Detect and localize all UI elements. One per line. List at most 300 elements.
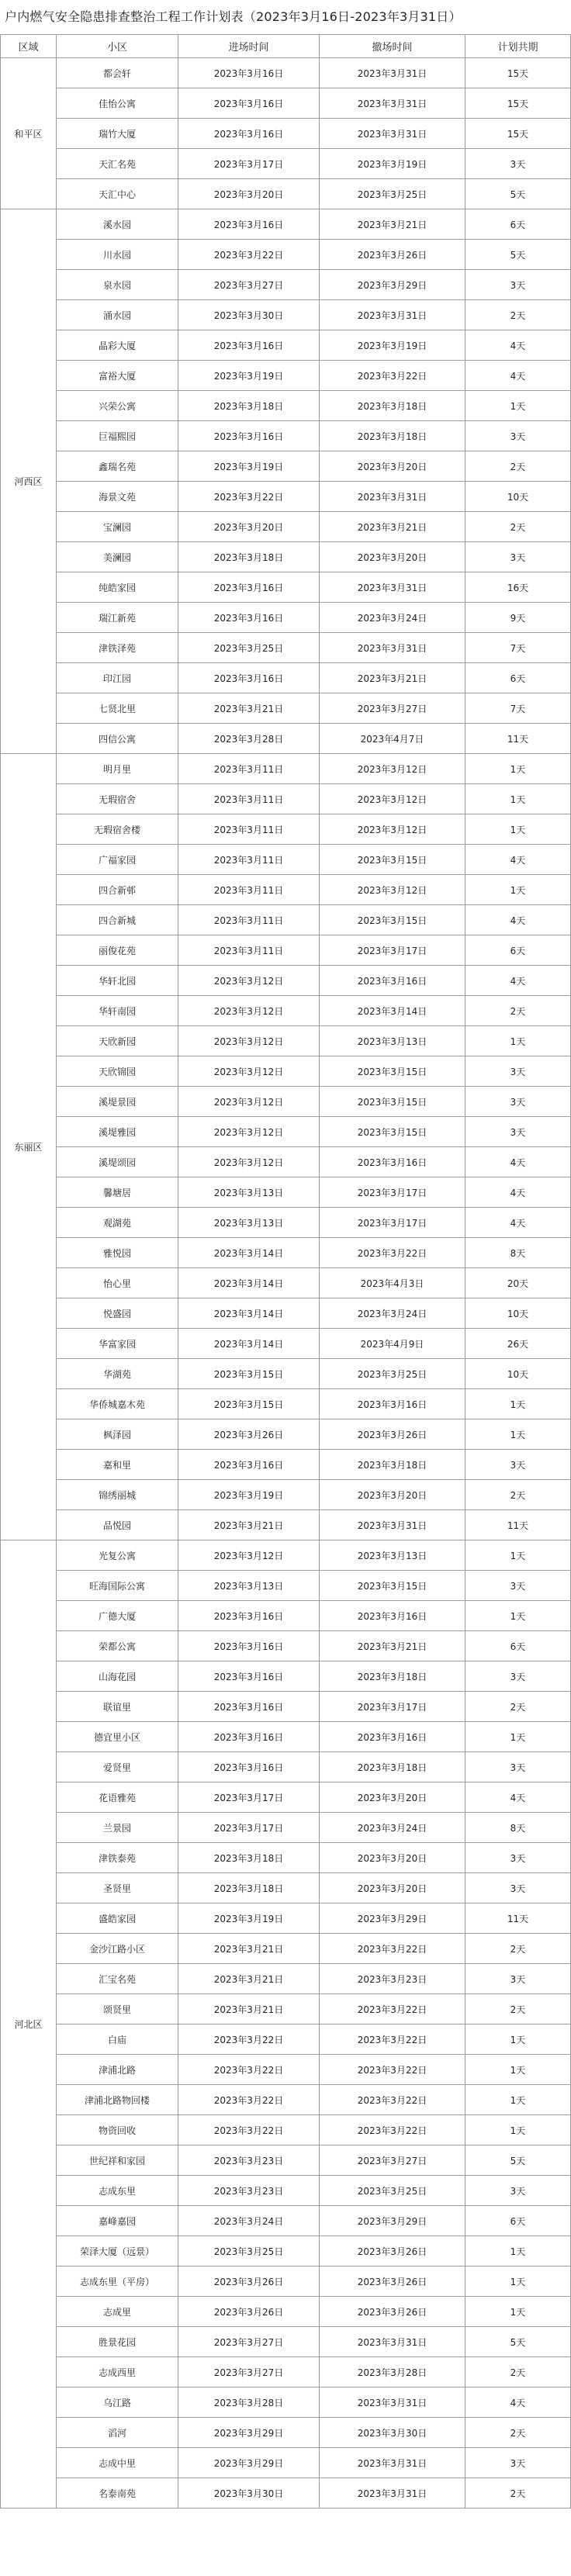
table-row (1, 1298, 571, 1329)
table-row (1, 1692, 571, 1722)
exit-time-cell: 2023年3月20日 (320, 1843, 465, 1873)
exit-time-cell: 2023年3月23日 (320, 1964, 465, 1994)
entry-time-cell: 2023年3月21日 (178, 1510, 320, 1540)
duration-cell: 4天 (465, 361, 571, 391)
entry-time-cell: 2023年3月25日 (178, 633, 320, 663)
community-cell: 花语雅苑 (57, 1782, 178, 1813)
community-cell: 华轩南园 (57, 996, 178, 1026)
entry-time-cell: 2023年3月20日 (178, 179, 320, 209)
exit-time-cell: 2023年3月13日 (320, 1026, 465, 1056)
table-row (1, 2297, 571, 2327)
community-cell: 鑫瑞名苑 (57, 451, 178, 482)
entry-time-cell: 2023年3月16日 (178, 1752, 320, 1782)
table-row (1, 875, 571, 905)
entry-time-cell: 2023年3月21日 (178, 693, 320, 724)
duration-cell: 3天 (465, 270, 571, 300)
exit-time-cell: 2023年3月27日 (320, 2146, 465, 2176)
exit-time-cell: 2023年3月12日 (320, 754, 465, 784)
exit-time-cell: 2023年3月21日 (320, 1631, 465, 1661)
table-row (1, 1117, 571, 1147)
table-row (1, 784, 571, 814)
duration-cell: 7天 (465, 633, 571, 663)
entry-time-cell: 2023年3月11日 (178, 875, 320, 905)
community-cell: 嘉峰嘉园 (57, 2206, 178, 2236)
community-cell: 华富家园 (57, 1329, 178, 1359)
entry-time-cell: 2023年3月18日 (178, 542, 320, 572)
duration-cell: 2天 (465, 1480, 571, 1510)
entry-time-cell: 2023年3月12日 (178, 1026, 320, 1056)
exit-time-cell: 2023年3月12日 (320, 814, 465, 845)
district-cell: 和平区 (1, 58, 57, 209)
table-row (1, 2478, 571, 2509)
entry-time-cell: 2023年3月19日 (178, 1480, 320, 1510)
entry-time-cell: 2023年3月11日 (178, 845, 320, 875)
exit-time-cell: 2023年3月15日 (320, 905, 465, 935)
exit-time-cell: 2023年3月16日 (320, 1722, 465, 1752)
table-row (1, 1329, 571, 1359)
exit-time-cell: 2023年3月16日 (320, 966, 465, 996)
community-cell: 丽俊花苑 (57, 935, 178, 966)
entry-time-cell: 2023年3月11日 (178, 905, 320, 935)
exit-time-cell: 2023年3月22日 (320, 2085, 465, 2115)
community-cell: 荣都公寓 (57, 1631, 178, 1661)
table-row (1, 2448, 571, 2478)
table-row (1, 1571, 571, 1601)
table-body (1, 58, 571, 2509)
exit-time-cell: 2023年3月22日 (320, 2055, 465, 2085)
table-row (1, 1964, 571, 1994)
community-cell: 无瑕宿舍楼 (57, 814, 178, 845)
duration-cell: 6天 (465, 663, 571, 693)
duration-cell: 2天 (465, 451, 571, 482)
table-row (1, 451, 571, 482)
community-cell: 溪堤颂园 (57, 1147, 178, 1177)
community-cell: 津浦北路物回楼 (57, 2085, 178, 2115)
exit-time-cell: 2023年3月24日 (320, 603, 465, 633)
community-cell: 联谊里 (57, 1692, 178, 1722)
duration-cell: 5天 (465, 2327, 571, 2357)
entry-time-cell: 2023年3月17日 (178, 149, 320, 179)
entry-time-cell: 2023年3月21日 (178, 1934, 320, 1964)
community-cell: 佳怡公寓 (57, 88, 178, 119)
table-row (1, 935, 571, 966)
duration-cell: 1天 (465, 1026, 571, 1056)
community-cell: 白庙 (57, 2024, 178, 2055)
table-row (1, 1056, 571, 1087)
duration-cell: 4天 (465, 966, 571, 996)
table-row (1, 814, 571, 845)
exit-time-cell: 2023年3月22日 (320, 1934, 465, 1964)
exit-time-cell: 2023年3月16日 (320, 1389, 465, 1419)
community-cell: 宝澜园 (57, 512, 178, 542)
duration-cell: 8天 (465, 1238, 571, 1268)
entry-time-cell: 2023年3月17日 (178, 1813, 320, 1843)
community-cell: 华轩北园 (57, 966, 178, 996)
community-cell: 天欣新园 (57, 1026, 178, 1056)
exit-time-cell: 2023年3月17日 (320, 1208, 465, 1238)
header-community: 小区 (57, 35, 178, 58)
exit-time-cell: 2023年3月31日 (320, 58, 465, 88)
community-cell: 兰景园 (57, 1813, 178, 1843)
table-row (1, 905, 571, 935)
entry-time-cell: 2023年3月14日 (178, 1329, 320, 1359)
duration-cell: 10天 (465, 1298, 571, 1329)
community-cell: 颂贤里 (57, 1994, 178, 2024)
entry-time-cell: 2023年3月20日 (178, 512, 320, 542)
entry-time-cell: 2023年3月12日 (178, 1117, 320, 1147)
duration-cell: 2天 (465, 1934, 571, 1964)
community-cell: 盛皓家园 (57, 1903, 178, 1934)
exit-time-cell: 2023年3月20日 (320, 1782, 465, 1813)
entry-time-cell: 2023年3月12日 (178, 1087, 320, 1117)
exit-time-cell: 2023年3月19日 (320, 149, 465, 179)
community-cell: 富裕大厦 (57, 361, 178, 391)
community-cell: 川水园 (57, 240, 178, 270)
table-row (1, 330, 571, 361)
table-row (1, 421, 571, 451)
header-exit-time: 撤场时间 (320, 35, 465, 58)
community-cell: 印江园 (57, 663, 178, 693)
duration-cell: 4天 (465, 1177, 571, 1208)
duration-cell: 15天 (465, 58, 571, 88)
entry-time-cell: 2023年3月16日 (178, 1692, 320, 1722)
entry-time-cell: 2023年3月29日 (178, 2448, 320, 2478)
duration-cell: 3天 (465, 1964, 571, 1994)
exit-time-cell: 2023年4月3日 (320, 1268, 465, 1298)
entry-time-cell: 2023年3月16日 (178, 1661, 320, 1692)
table-row (1, 1359, 571, 1389)
entry-time-cell: 2023年3月12日 (178, 966, 320, 996)
entry-time-cell: 2023年3月16日 (178, 1450, 320, 1480)
duration-cell: 1天 (465, 1722, 571, 1752)
duration-cell: 15天 (465, 119, 571, 149)
community-cell: 明月里 (57, 754, 178, 784)
community-cell: 瑞江新苑 (57, 603, 178, 633)
exit-time-cell: 2023年3月31日 (320, 482, 465, 512)
community-cell: 华侨城嘉木苑 (57, 1389, 178, 1419)
duration-cell: 4天 (465, 905, 571, 935)
entry-time-cell: 2023年3月16日 (178, 209, 320, 240)
duration-cell: 10天 (465, 1359, 571, 1389)
table-row (1, 542, 571, 572)
table-row (1, 2327, 571, 2357)
community-cell: 广德大厦 (57, 1601, 178, 1631)
community-cell: 四合新邨 (57, 875, 178, 905)
entry-time-cell: 2023年3月19日 (178, 361, 320, 391)
table-row (1, 512, 571, 542)
community-cell: 纯皓家园 (57, 572, 178, 603)
entry-time-cell: 2023年3月16日 (178, 58, 320, 88)
table-row (1, 1752, 571, 1782)
exit-time-cell: 2023年3月17日 (320, 1692, 465, 1722)
table-row (1, 1782, 571, 1813)
duration-cell: 3天 (465, 1450, 571, 1480)
entry-time-cell: 2023年3月19日 (178, 451, 320, 482)
exit-time-cell: 2023年3月22日 (320, 1994, 465, 2024)
duration-cell: 16天 (465, 572, 571, 603)
community-cell: 胜景花园 (57, 2327, 178, 2357)
exit-time-cell: 2023年3月20日 (320, 451, 465, 482)
exit-time-cell: 2023年3月31日 (320, 2478, 465, 2509)
duration-cell: 3天 (465, 1873, 571, 1903)
exit-time-cell: 2023年3月20日 (320, 1480, 465, 1510)
table-row (1, 2236, 571, 2267)
entry-time-cell: 2023年3月22日 (178, 240, 320, 270)
duration-cell: 2天 (465, 512, 571, 542)
community-cell: 品悦园 (57, 1510, 178, 1540)
duration-cell: 20天 (465, 1268, 571, 1298)
duration-cell: 11天 (465, 1510, 571, 1540)
community-cell: 名泰南苑 (57, 2478, 178, 2509)
community-cell: 溪堤雅园 (57, 1117, 178, 1147)
exit-time-cell: 2023年3月24日 (320, 1813, 465, 1843)
duration-cell: 15天 (465, 88, 571, 119)
exit-time-cell: 2023年3月31日 (320, 88, 465, 119)
entry-time-cell: 2023年3月18日 (178, 1843, 320, 1873)
entry-time-cell: 2023年3月13日 (178, 1177, 320, 1208)
duration-cell: 2天 (465, 2418, 571, 2448)
community-cell: 华湖苑 (57, 1359, 178, 1389)
duration-cell: 2天 (465, 996, 571, 1026)
duration-cell: 6天 (465, 2206, 571, 2236)
community-cell: 津铁泽苑 (57, 633, 178, 663)
table-row (1, 966, 571, 996)
exit-time-cell: 2023年3月31日 (320, 633, 465, 663)
exit-time-cell: 2023年3月14日 (320, 996, 465, 1026)
community-cell: 都会轩 (57, 58, 178, 88)
district-cell: 河北区 (1, 1540, 57, 2509)
duration-cell: 1天 (465, 2236, 571, 2267)
entry-time-cell: 2023年3月22日 (178, 2085, 320, 2115)
duration-cell: 3天 (465, 2176, 571, 2206)
work-plan-table (0, 34, 571, 2509)
entry-time-cell: 2023年3月15日 (178, 1389, 320, 1419)
duration-cell: 2天 (465, 300, 571, 330)
entry-time-cell: 2023年3月18日 (178, 1873, 320, 1903)
exit-time-cell: 2023年3月22日 (320, 1238, 465, 1268)
duration-cell: 6天 (465, 935, 571, 966)
entry-time-cell: 2023年3月26日 (178, 2297, 320, 2327)
table-row (1, 1419, 571, 1450)
duration-cell: 3天 (465, 1661, 571, 1692)
duration-cell: 7天 (465, 693, 571, 724)
community-cell: 物资回收 (57, 2115, 178, 2146)
duration-cell: 5天 (465, 179, 571, 209)
entry-time-cell: 2023年3月28日 (178, 2388, 320, 2418)
table-row (1, 1087, 571, 1117)
community-cell: 溪堤景园 (57, 1087, 178, 1117)
duration-cell: 2天 (465, 2478, 571, 2509)
exit-time-cell: 2023年3月31日 (320, 1510, 465, 1540)
entry-time-cell: 2023年3月11日 (178, 754, 320, 784)
exit-time-cell: 2023年3月20日 (320, 1873, 465, 1903)
table-row (1, 572, 571, 603)
community-cell: 瑞竹大厦 (57, 119, 178, 149)
exit-time-cell: 2023年3月26日 (320, 1419, 465, 1450)
table-row (1, 2055, 571, 2085)
duration-cell: 1天 (465, 2085, 571, 2115)
exit-time-cell: 2023年3月17日 (320, 1177, 465, 1208)
table-row (1, 2267, 571, 2297)
table-row (1, 2085, 571, 2115)
community-cell: 津铁泰苑 (57, 1843, 178, 1873)
duration-cell: 3天 (465, 1752, 571, 1782)
header-district: 区域 (1, 35, 57, 58)
entry-time-cell: 2023年3月16日 (178, 421, 320, 451)
duration-cell: 1天 (465, 754, 571, 784)
exit-time-cell: 2023年3月18日 (320, 421, 465, 451)
entry-time-cell: 2023年3月27日 (178, 270, 320, 300)
exit-time-cell: 2023年3月18日 (320, 1752, 465, 1782)
entry-time-cell: 2023年3月23日 (178, 2146, 320, 2176)
duration-cell: 1天 (465, 2267, 571, 2297)
entry-time-cell: 2023年3月22日 (178, 2115, 320, 2146)
exit-time-cell: 2023年3月28日 (320, 2357, 465, 2388)
community-cell: 世纪祥和家园 (57, 2146, 178, 2176)
exit-time-cell: 2023年4月9日 (320, 1329, 465, 1359)
entry-time-cell: 2023年3月16日 (178, 119, 320, 149)
duration-cell: 3天 (465, 421, 571, 451)
exit-time-cell: 2023年3月15日 (320, 1117, 465, 1147)
exit-time-cell: 2023年3月18日 (320, 1450, 465, 1480)
duration-cell: 6天 (465, 209, 571, 240)
exit-time-cell: 2023年3月29日 (320, 270, 465, 300)
table-row (1, 663, 571, 693)
community-cell: 天欣锦园 (57, 1056, 178, 1087)
entry-time-cell: 2023年3月12日 (178, 1056, 320, 1087)
exit-time-cell: 2023年3月31日 (320, 572, 465, 603)
exit-time-cell: 2023年3月21日 (320, 663, 465, 693)
table-row (1, 482, 571, 512)
entry-time-cell: 2023年3月11日 (178, 935, 320, 966)
duration-cell: 3天 (465, 1117, 571, 1147)
exit-time-cell: 2023年3月20日 (320, 542, 465, 572)
table-row (1, 2176, 571, 2206)
entry-time-cell: 2023年3月12日 (178, 1147, 320, 1177)
community-cell: 志成里 (57, 2297, 178, 2327)
table-row (1, 2388, 571, 2418)
community-cell: 观湖苑 (57, 1208, 178, 1238)
entry-time-cell: 2023年3月16日 (178, 1722, 320, 1752)
duration-cell: 4天 (465, 1147, 571, 1177)
community-cell: 天汇名苑 (57, 149, 178, 179)
duration-cell: 1天 (465, 2024, 571, 2055)
exit-time-cell: 2023年3月22日 (320, 361, 465, 391)
exit-time-cell: 2023年3月26日 (320, 2236, 465, 2267)
table-row (1, 1238, 571, 1268)
entry-time-cell: 2023年3月29日 (178, 2418, 320, 2448)
entry-time-cell: 2023年3月18日 (178, 391, 320, 421)
entry-time-cell: 2023年3月16日 (178, 330, 320, 361)
entry-time-cell: 2023年3月13日 (178, 1208, 320, 1238)
duration-cell: 26天 (465, 1329, 571, 1359)
table-row (1, 270, 571, 300)
community-cell: 滔河 (57, 2418, 178, 2448)
community-cell: 悦盛园 (57, 1298, 178, 1329)
duration-cell: 3天 (465, 2448, 571, 2478)
table-row (1, 1934, 571, 1964)
duration-cell: 1天 (465, 814, 571, 845)
duration-cell: 4天 (465, 845, 571, 875)
community-cell: 金沙江路小区 (57, 1934, 178, 1964)
community-cell: 德宜里小区 (57, 1722, 178, 1752)
table-row (1, 1601, 571, 1631)
duration-cell: 1天 (465, 1419, 571, 1450)
table-row (1, 2115, 571, 2146)
duration-cell: 6天 (465, 1631, 571, 1661)
table-row (1, 1147, 571, 1177)
exit-time-cell: 2023年3月12日 (320, 875, 465, 905)
duration-cell: 8天 (465, 1813, 571, 1843)
exit-time-cell: 2023年4月7日 (320, 724, 465, 754)
entry-time-cell: 2023年3月17日 (178, 1782, 320, 1813)
entry-time-cell: 2023年3月16日 (178, 88, 320, 119)
exit-time-cell: 2023年3月31日 (320, 2388, 465, 2418)
table-row (1, 845, 571, 875)
table-row (1, 1540, 571, 1571)
entry-time-cell: 2023年3月19日 (178, 1903, 320, 1934)
entry-time-cell: 2023年3月14日 (178, 1268, 320, 1298)
entry-time-cell: 2023年3月30日 (178, 300, 320, 330)
duration-cell: 4天 (465, 1208, 571, 1238)
table-row (1, 209, 571, 240)
community-cell: 圣贤里 (57, 1873, 178, 1903)
table-row (1, 724, 571, 754)
duration-cell: 5天 (465, 240, 571, 270)
entry-time-cell: 2023年3月22日 (178, 2024, 320, 2055)
table-row (1, 1389, 571, 1419)
exit-time-cell: 2023年3月27日 (320, 693, 465, 724)
table-row (1, 2418, 571, 2448)
duration-cell: 11天 (465, 724, 571, 754)
exit-time-cell: 2023年3月16日 (320, 1147, 465, 1177)
exit-time-cell: 2023年3月30日 (320, 2418, 465, 2448)
page-title: 户内燃气安全隐患排查整治工程工作计划表（2023年3月16日-2023年3月31日） (5, 9, 462, 24)
table-row (1, 754, 571, 784)
table-row (1, 1903, 571, 1934)
entry-time-cell: 2023年3月16日 (178, 1601, 320, 1631)
community-cell: 光复公寓 (57, 1540, 178, 1571)
community-cell: 广福家园 (57, 845, 178, 875)
duration-cell: 3天 (465, 1087, 571, 1117)
exit-time-cell: 2023年3月15日 (320, 1571, 465, 1601)
table-row (1, 88, 571, 119)
exit-time-cell: 2023年3月22日 (320, 2115, 465, 2146)
table-row (1, 1510, 571, 1540)
duration-cell: 2天 (465, 2357, 571, 2388)
table-row (1, 1843, 571, 1873)
community-cell: 泉水园 (57, 270, 178, 300)
exit-time-cell: 2023年3月25日 (320, 1359, 465, 1389)
table-row (1, 633, 571, 663)
exit-time-cell: 2023年3月18日 (320, 391, 465, 421)
duration-cell: 3天 (465, 1571, 571, 1601)
entry-time-cell: 2023年3月27日 (178, 2327, 320, 2357)
community-cell: 荣泽大厦（远景） (57, 2236, 178, 2267)
entry-time-cell: 2023年3月11日 (178, 814, 320, 845)
entry-time-cell: 2023年3月24日 (178, 2206, 320, 2236)
exit-time-cell: 2023年3月15日 (320, 1056, 465, 1087)
community-cell: 爱贤里 (57, 1752, 178, 1782)
entry-time-cell: 2023年3月12日 (178, 996, 320, 1026)
community-cell: 志成西里 (57, 2357, 178, 2388)
duration-cell: 4天 (465, 330, 571, 361)
entry-time-cell: 2023年3月28日 (178, 724, 320, 754)
duration-cell: 3天 (465, 1056, 571, 1087)
table-row (1, 603, 571, 633)
community-cell: 志成中里 (57, 2448, 178, 2478)
duration-cell: 9天 (465, 603, 571, 633)
